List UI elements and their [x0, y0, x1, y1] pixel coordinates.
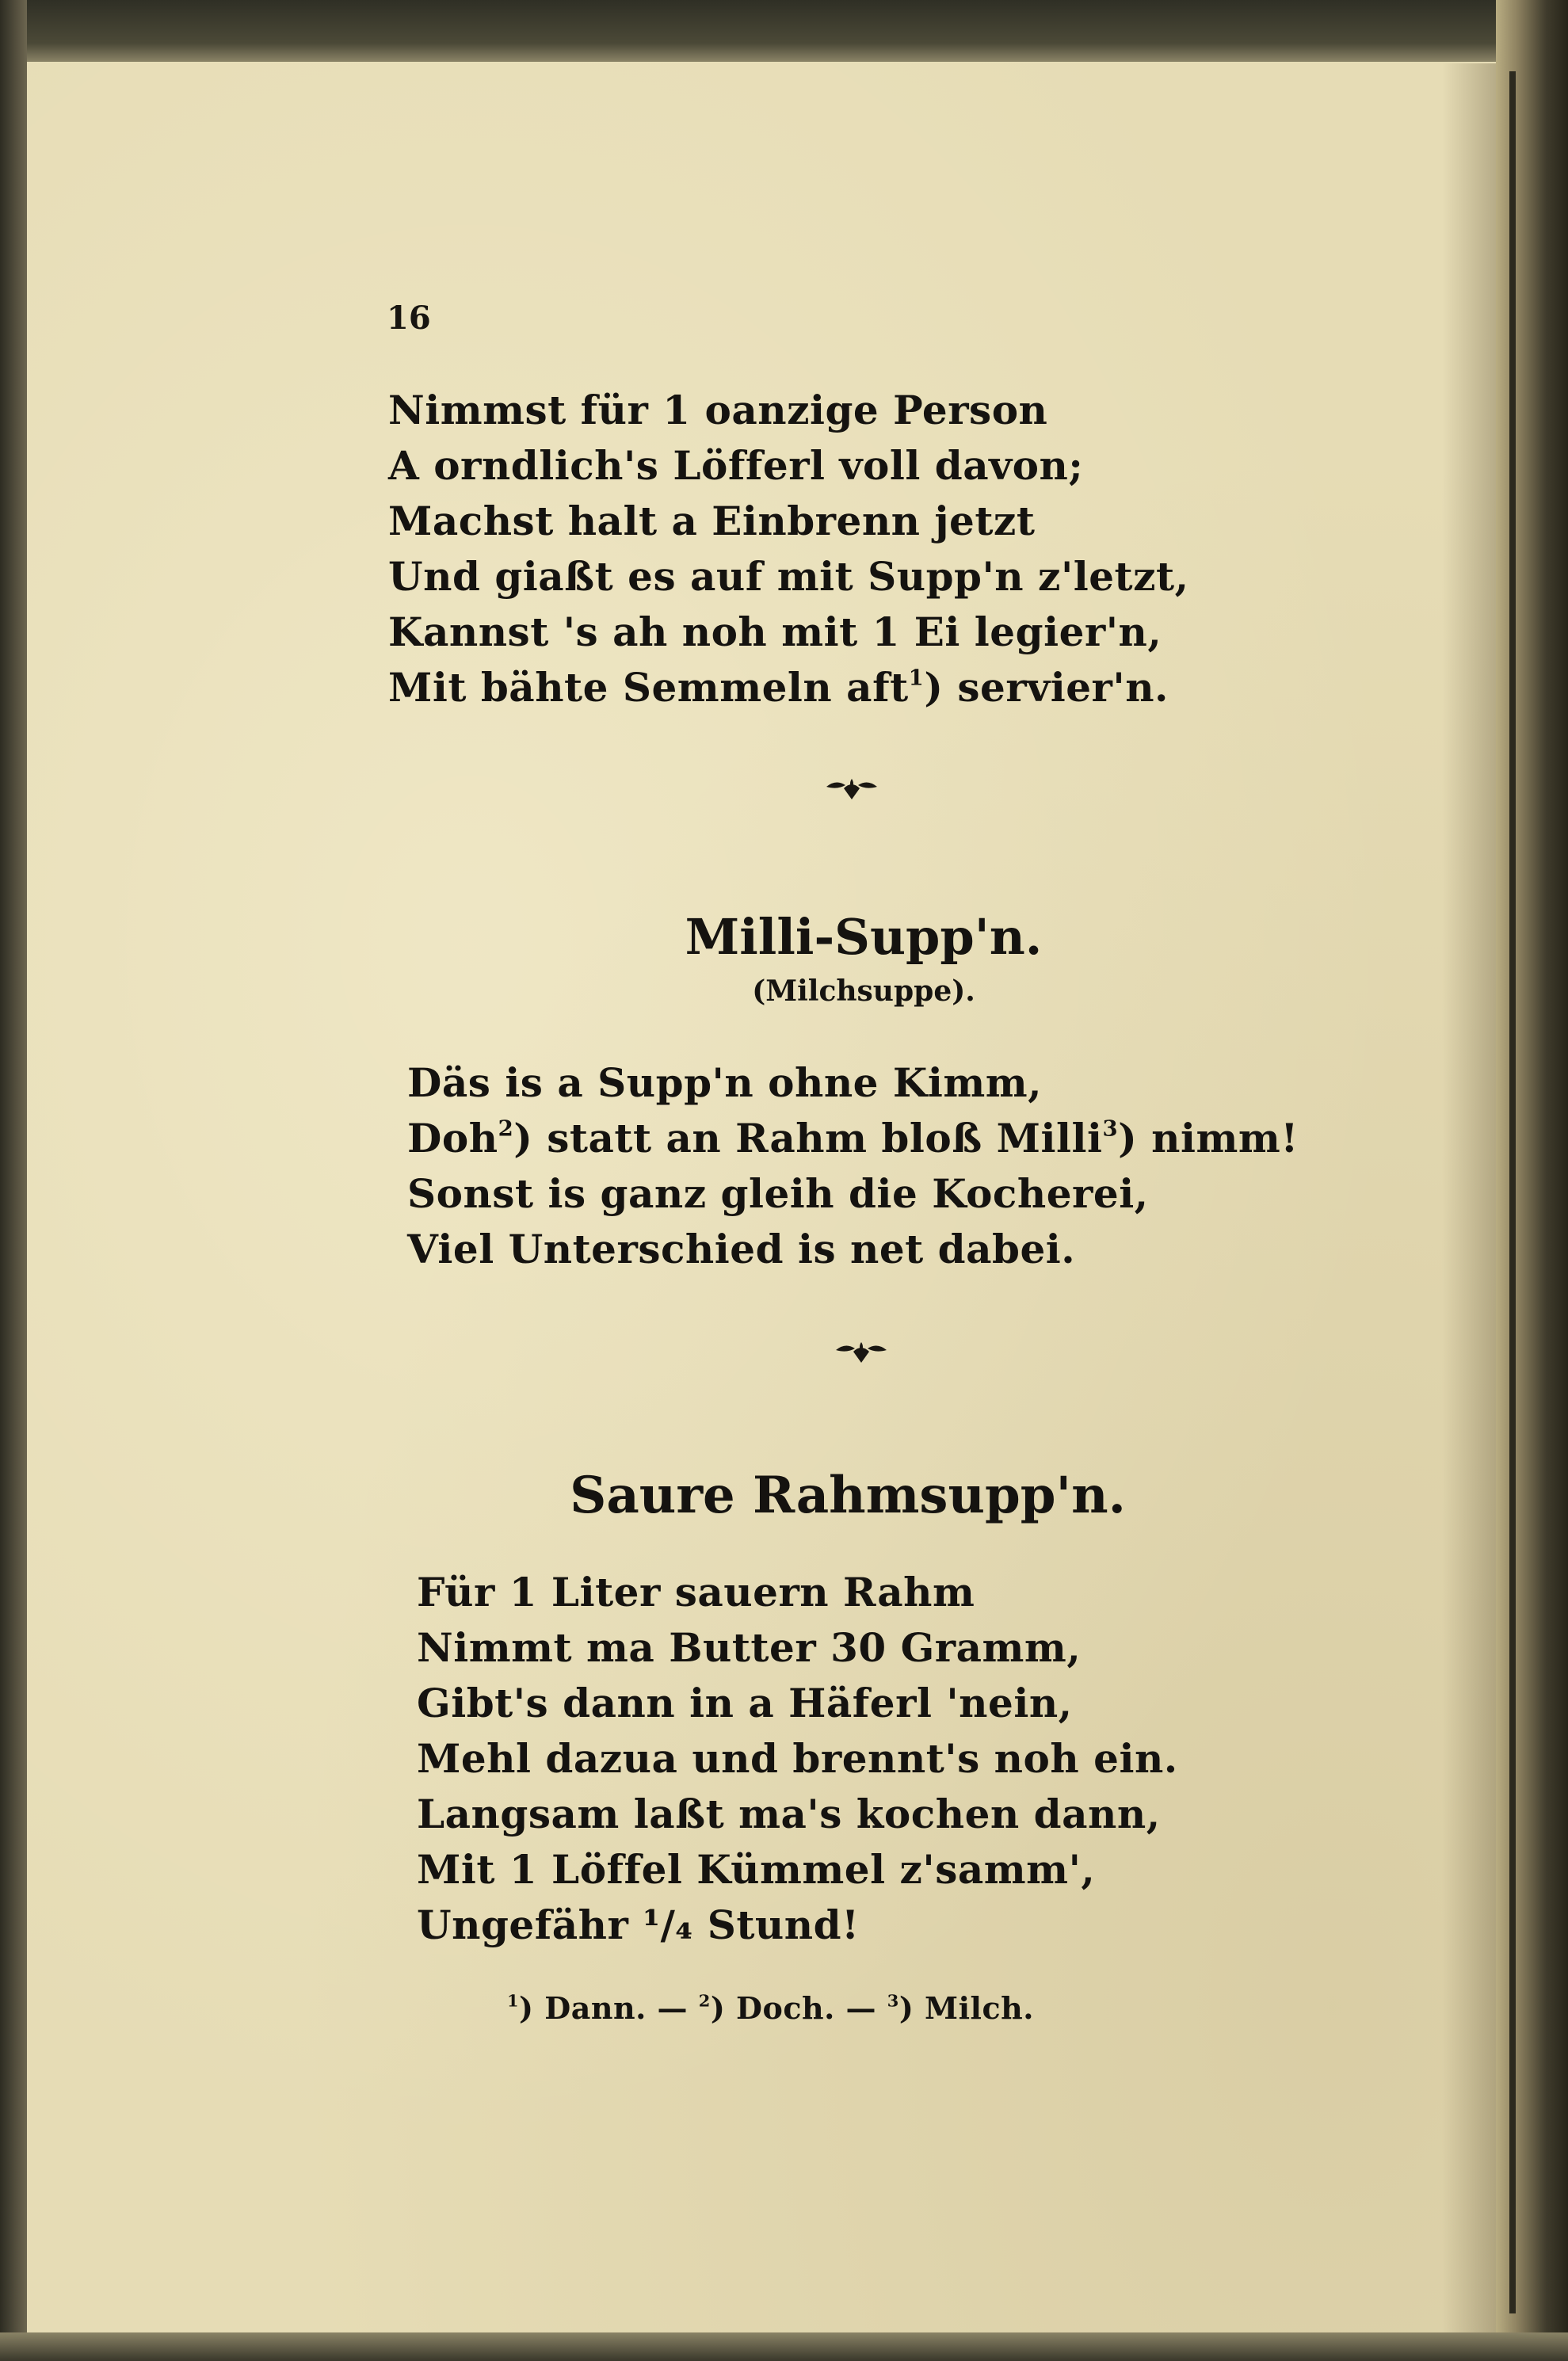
verse-continued — [388, 383, 1189, 715]
book-spine — [1509, 71, 1516, 2313]
verse-line: Däs is a Supp'n ohne Kimm, — [407, 1059, 1043, 1106]
footnote-marker: 3 — [887, 1990, 899, 2011]
scan-edge-right — [1496, 0, 1568, 2361]
footnote-marker: 2 — [498, 1116, 514, 1142]
section-title: Saure Rahmsupp'n. — [570, 1466, 1126, 1525]
verse-line: Sonst is ganz gleih die Kocherei, — [407, 1170, 1149, 1217]
footnote-marker: 1 — [507, 1990, 520, 2011]
verse-line: Nimmst für 1 oanzige Person — [388, 387, 1048, 433]
scan-edge-bottom — [0, 2332, 1568, 2361]
footnote-marker: 1 — [908, 665, 925, 691]
verse-text: Doh — [407, 1115, 498, 1161]
verse-line: Mit 1 Löffel Kümmel z'samm', — [417, 1846, 1096, 1893]
verse-line: Gibt's dann in a Häferl 'nein, — [417, 1680, 1073, 1726]
verse-text: Mit bähte Semmeln aft — [388, 664, 909, 711]
verse-line: Viel Unterschied is net dabei. — [407, 1226, 1076, 1272]
verse-line: Kannst 's ah noh mit 1 Ei legier'n, — [388, 608, 1162, 655]
fleuron-ornament-icon — [830, 1336, 893, 1367]
verse-text: ) nimm! — [1118, 1115, 1299, 1161]
page-number: 16 — [387, 299, 431, 337]
verse-line: Langsam laßt ma's kochen dann, — [417, 1791, 1161, 1837]
verse-line: Und giaßt es auf mit Supp'n z'letzt, — [388, 553, 1189, 600]
page-gutter-shadow — [1442, 63, 1497, 2332]
recipe-verse — [417, 1565, 1178, 1953]
verse-line: Nimmt ma Butter 30 Gramm, — [417, 1624, 1082, 1671]
scan-edge-left — [0, 0, 27, 2361]
footnote-text: ) Milch. — [898, 1990, 1034, 2026]
footnotes — [507, 1990, 1034, 2026]
verse-line: Machst halt a Einbrenn jetzt — [388, 498, 1036, 544]
verse-line: Mehl dazua und brennt's noh ein. — [417, 1735, 1178, 1782]
footnote-text: ) Dann. — — [519, 1990, 699, 2026]
section-subtitle: (Milchsuppe). — [752, 975, 975, 1008]
section-title: Milli-Supp'n. — [685, 908, 1043, 966]
footnote-marker: 3 — [1102, 1116, 1119, 1142]
verse-text: ) servier'n. — [924, 664, 1169, 711]
footnote-marker: 2 — [698, 1990, 711, 2011]
verse-line: Ungefähr ¹/₄ Stund! — [417, 1901, 860, 1948]
scan-edge-top — [0, 0, 1568, 62]
verse-line: A orndlich's Löfferl voll davon; — [388, 442, 1084, 489]
footnote-text: ) Doch. — — [710, 1990, 887, 2026]
recipe-verse — [407, 1055, 1299, 1277]
verse-line-with-footnotes — [407, 1111, 1299, 1166]
verse-text: ) statt an Rahm bloß Milli — [513, 1115, 1103, 1161]
verse-line: Für 1 Liter sauern Rahm — [417, 1569, 975, 1615]
fleuron-ornament-icon — [820, 772, 883, 804]
verse-line-with-footnote — [388, 660, 1189, 715]
